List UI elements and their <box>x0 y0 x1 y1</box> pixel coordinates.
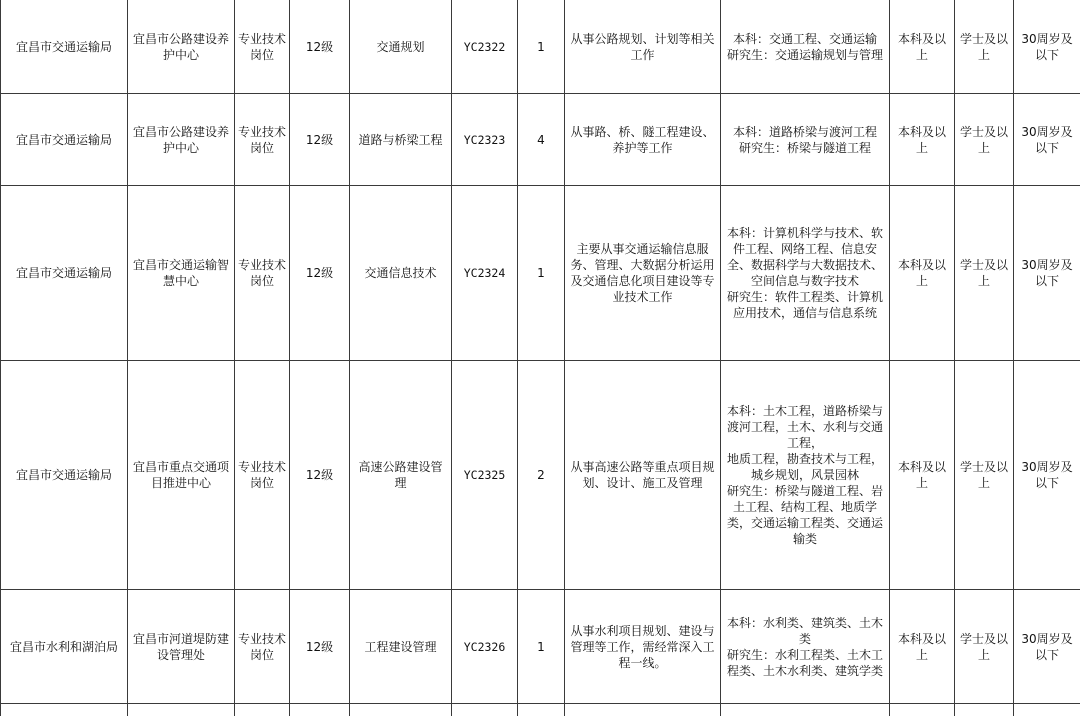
degree-cell: 学士及以上 <box>955 0 1014 94</box>
department-cell: 宜昌市交通运输局 <box>1 94 128 186</box>
education-cell: 本科及以上 <box>890 0 955 94</box>
empty-cell <box>890 704 955 716</box>
count-cell: 2 <box>518 361 565 590</box>
post-type-cell: 专业技术岗位 <box>235 361 290 590</box>
level-cell: 12级 <box>290 94 350 186</box>
level-cell: 12级 <box>290 361 350 590</box>
education-cell: 本科及以上 <box>890 361 955 590</box>
post-type-cell: 专业技术岗位 <box>235 590 290 704</box>
post-name-cell: 交通信息技术 <box>350 186 452 361</box>
post-type-cell: 专业技术岗位 <box>235 186 290 361</box>
empty-cell <box>290 704 350 716</box>
age-cell: 30周岁及以下 <box>1014 186 1080 361</box>
unit-cell: 宜昌市公路建设养护中心 <box>128 94 235 186</box>
post-type-cell: 专业技术岗位 <box>235 0 290 94</box>
degree-cell: 学士及以上 <box>955 361 1014 590</box>
post-code-cell: YC2326 <box>452 590 518 704</box>
post-code-cell: YC2322 <box>452 0 518 94</box>
major-cell: 本科：计算机科学与技术、软件工程、网络工程、信息安全、数据科学与大数据技术、空间信息与数字技术 研究生：软件工程类、计算机应用技术，通信与信息系统 <box>721 186 890 361</box>
age-cell: 30周岁及以下 <box>1014 361 1080 590</box>
empty-cell <box>518 704 565 716</box>
empty-cell <box>128 704 235 716</box>
table-row <box>1 361 1080 590</box>
degree-cell: 学士及以上 <box>955 590 1014 704</box>
count-cell: 1 <box>518 186 565 361</box>
empty-cell <box>955 704 1014 716</box>
empty-cell <box>721 704 890 716</box>
table-row <box>1 186 1080 361</box>
major-cell: 本科：道路桥梁与渡河工程 研究生：桥梁与隧道工程 <box>721 94 890 186</box>
empty-cell <box>1014 704 1080 716</box>
table-row <box>1 0 1080 94</box>
department-cell: 宜昌市水利和湖泊局 <box>1 590 128 704</box>
duties-cell: 从事路、桥、隧工程建设、养护等工作 <box>565 94 721 186</box>
unit-cell: 宜昌市河道堤防建设管理处 <box>128 590 235 704</box>
level-cell: 12级 <box>290 186 350 361</box>
duties-cell: 从事水利项目规划、建设与管理等工作，需经常深入工程一线。 <box>565 590 721 704</box>
count-cell: 1 <box>518 0 565 94</box>
education-cell: 本科及以上 <box>890 186 955 361</box>
post-name-cell: 高速公路建设管理 <box>350 361 452 590</box>
age-cell: 30周岁及以下 <box>1014 0 1080 94</box>
unit-cell: 宜昌市重点交通项目推进中心 <box>128 361 235 590</box>
post-code-cell: YC2323 <box>452 94 518 186</box>
table-row <box>1 590 1080 704</box>
major-cell: 本科：交通工程、交通运输 研究生：交通运输规划与管理 <box>721 0 890 94</box>
empty-cell <box>565 704 721 716</box>
post-name-cell: 道路与桥梁工程 <box>350 94 452 186</box>
duties-cell: 从事公路规划、计划等相关工作 <box>565 0 721 94</box>
post-name-cell: 工程建设管理 <box>350 590 452 704</box>
count-cell: 4 <box>518 94 565 186</box>
duties-cell: 从事高速公路等重点项目规划、设计、施工及管理 <box>565 361 721 590</box>
empty-cell <box>235 704 290 716</box>
unit-cell: 宜昌市公路建设养护中心 <box>128 0 235 94</box>
level-cell: 12级 <box>290 0 350 94</box>
degree-cell: 学士及以上 <box>955 186 1014 361</box>
duties-cell: 主要从事交通运输信息服务、管理、大数据分析运用及交通信息化项目建设等专业技术工作 <box>565 186 721 361</box>
degree-cell: 学士及以上 <box>955 94 1014 186</box>
empty-cell <box>350 704 452 716</box>
age-cell: 30周岁及以下 <box>1014 94 1080 186</box>
table-row-partial <box>1 704 1080 716</box>
count-cell: 1 <box>518 590 565 704</box>
unit-cell: 宜昌市交通运输智慧中心 <box>128 186 235 361</box>
post-name-cell: 交通规划 <box>350 0 452 94</box>
post-code-cell: YC2325 <box>452 361 518 590</box>
empty-cell <box>1 704 128 716</box>
department-cell: 宜昌市交通运输局 <box>1 361 128 590</box>
age-cell: 30周岁及以下 <box>1014 590 1080 704</box>
post-type-cell: 专业技术岗位 <box>235 94 290 186</box>
post-code-cell: YC2324 <box>452 186 518 361</box>
education-cell: 本科及以上 <box>890 94 955 186</box>
department-cell: 宜昌市交通运输局 <box>1 0 128 94</box>
major-cell: 本科：土木工程，道路桥梁与渡河工程，土木、水利与交通工程， 地质工程，勘查技术与工程，城乡规划，风景园林 研究生：桥梁与隧道工程、岩土工程、结构工程、地质学类，交通运输工程类、交通运输类 <box>721 361 890 590</box>
table-row <box>1 94 1080 186</box>
department-cell: 宜昌市交通运输局 <box>1 186 128 361</box>
level-cell: 12级 <box>290 590 350 704</box>
empty-cell <box>452 704 518 716</box>
major-cell: 本科：水利类、建筑类、土木类 研究生：水利工程类、土木工程类、土木水利类、建筑学类 <box>721 590 890 704</box>
education-cell: 本科及以上 <box>890 590 955 704</box>
